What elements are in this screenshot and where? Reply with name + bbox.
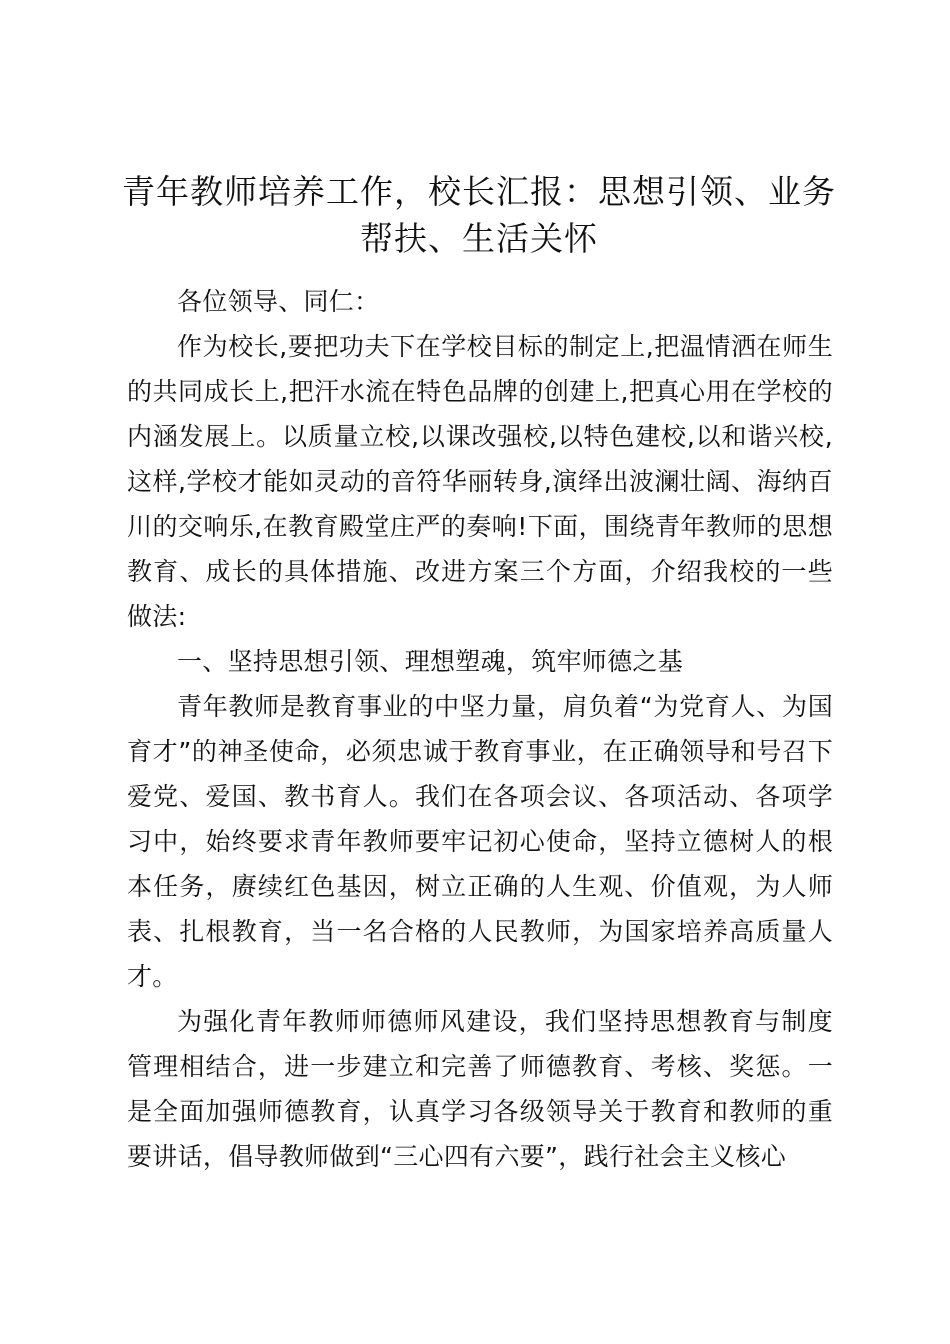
section-heading-1: 一、坚持思想引领、理想塑魂，筑牢师德之基	[177, 647, 684, 676]
paragraph-ethics-building: 为强化青年教师师德师风建设，我们坚持思想教育与制度管理相结合，进一步建立和完善了师德教育、考核、奖惩。一是全面加强师德教育，认真学习各级领导关于教育和教师的重要讲话，倡导教师做到“三心四有六要”，践行社会主义核心	[127, 1007, 833, 1171]
salutation: 各位领导、同仁：	[177, 287, 380, 316]
paragraph-young-teachers: 青年教师是教育事业的中坚力量，肩负着“为党育人、为国育才”的神圣使命，必须忠诚于教育事业，在正确领导和号召下爱党、爱国、教书育人。我们在各项会议、各项活动、各项学习中，始终要求青年教师要牢记初心使命，坚持立德树人的根本任务，赓续红色基因，树立正确的人生观、价值观，为人师表、扎根教育，当一名合格的人民教师，为国家培养高质量人才。	[127, 692, 833, 991]
paragraph-intro: 作为校长,要把功夫下在学校目标的制定上,把温情洒在师生的共同成长上,把汗水流在特色品牌的创建上,把真心用在学校的内涵发展上。以质量立校,以课改强校,以特色建校,以和谐兴校,这样,学校才能如灵动的音符华丽转身,演绎出波澜壮阔、海纳百川的交响乐,在教育殿堂庄严的奏响!下面，围绕青年教师的思想教育、成长的具体措施、改进方案三个方面，介绍我校的一些做法:	[127, 332, 833, 631]
document-body	[127, 279, 833, 1179]
document-title: 青年教师培养工作，校长汇报：思想引领、业务帮扶、生活关怀	[122, 172, 836, 258]
